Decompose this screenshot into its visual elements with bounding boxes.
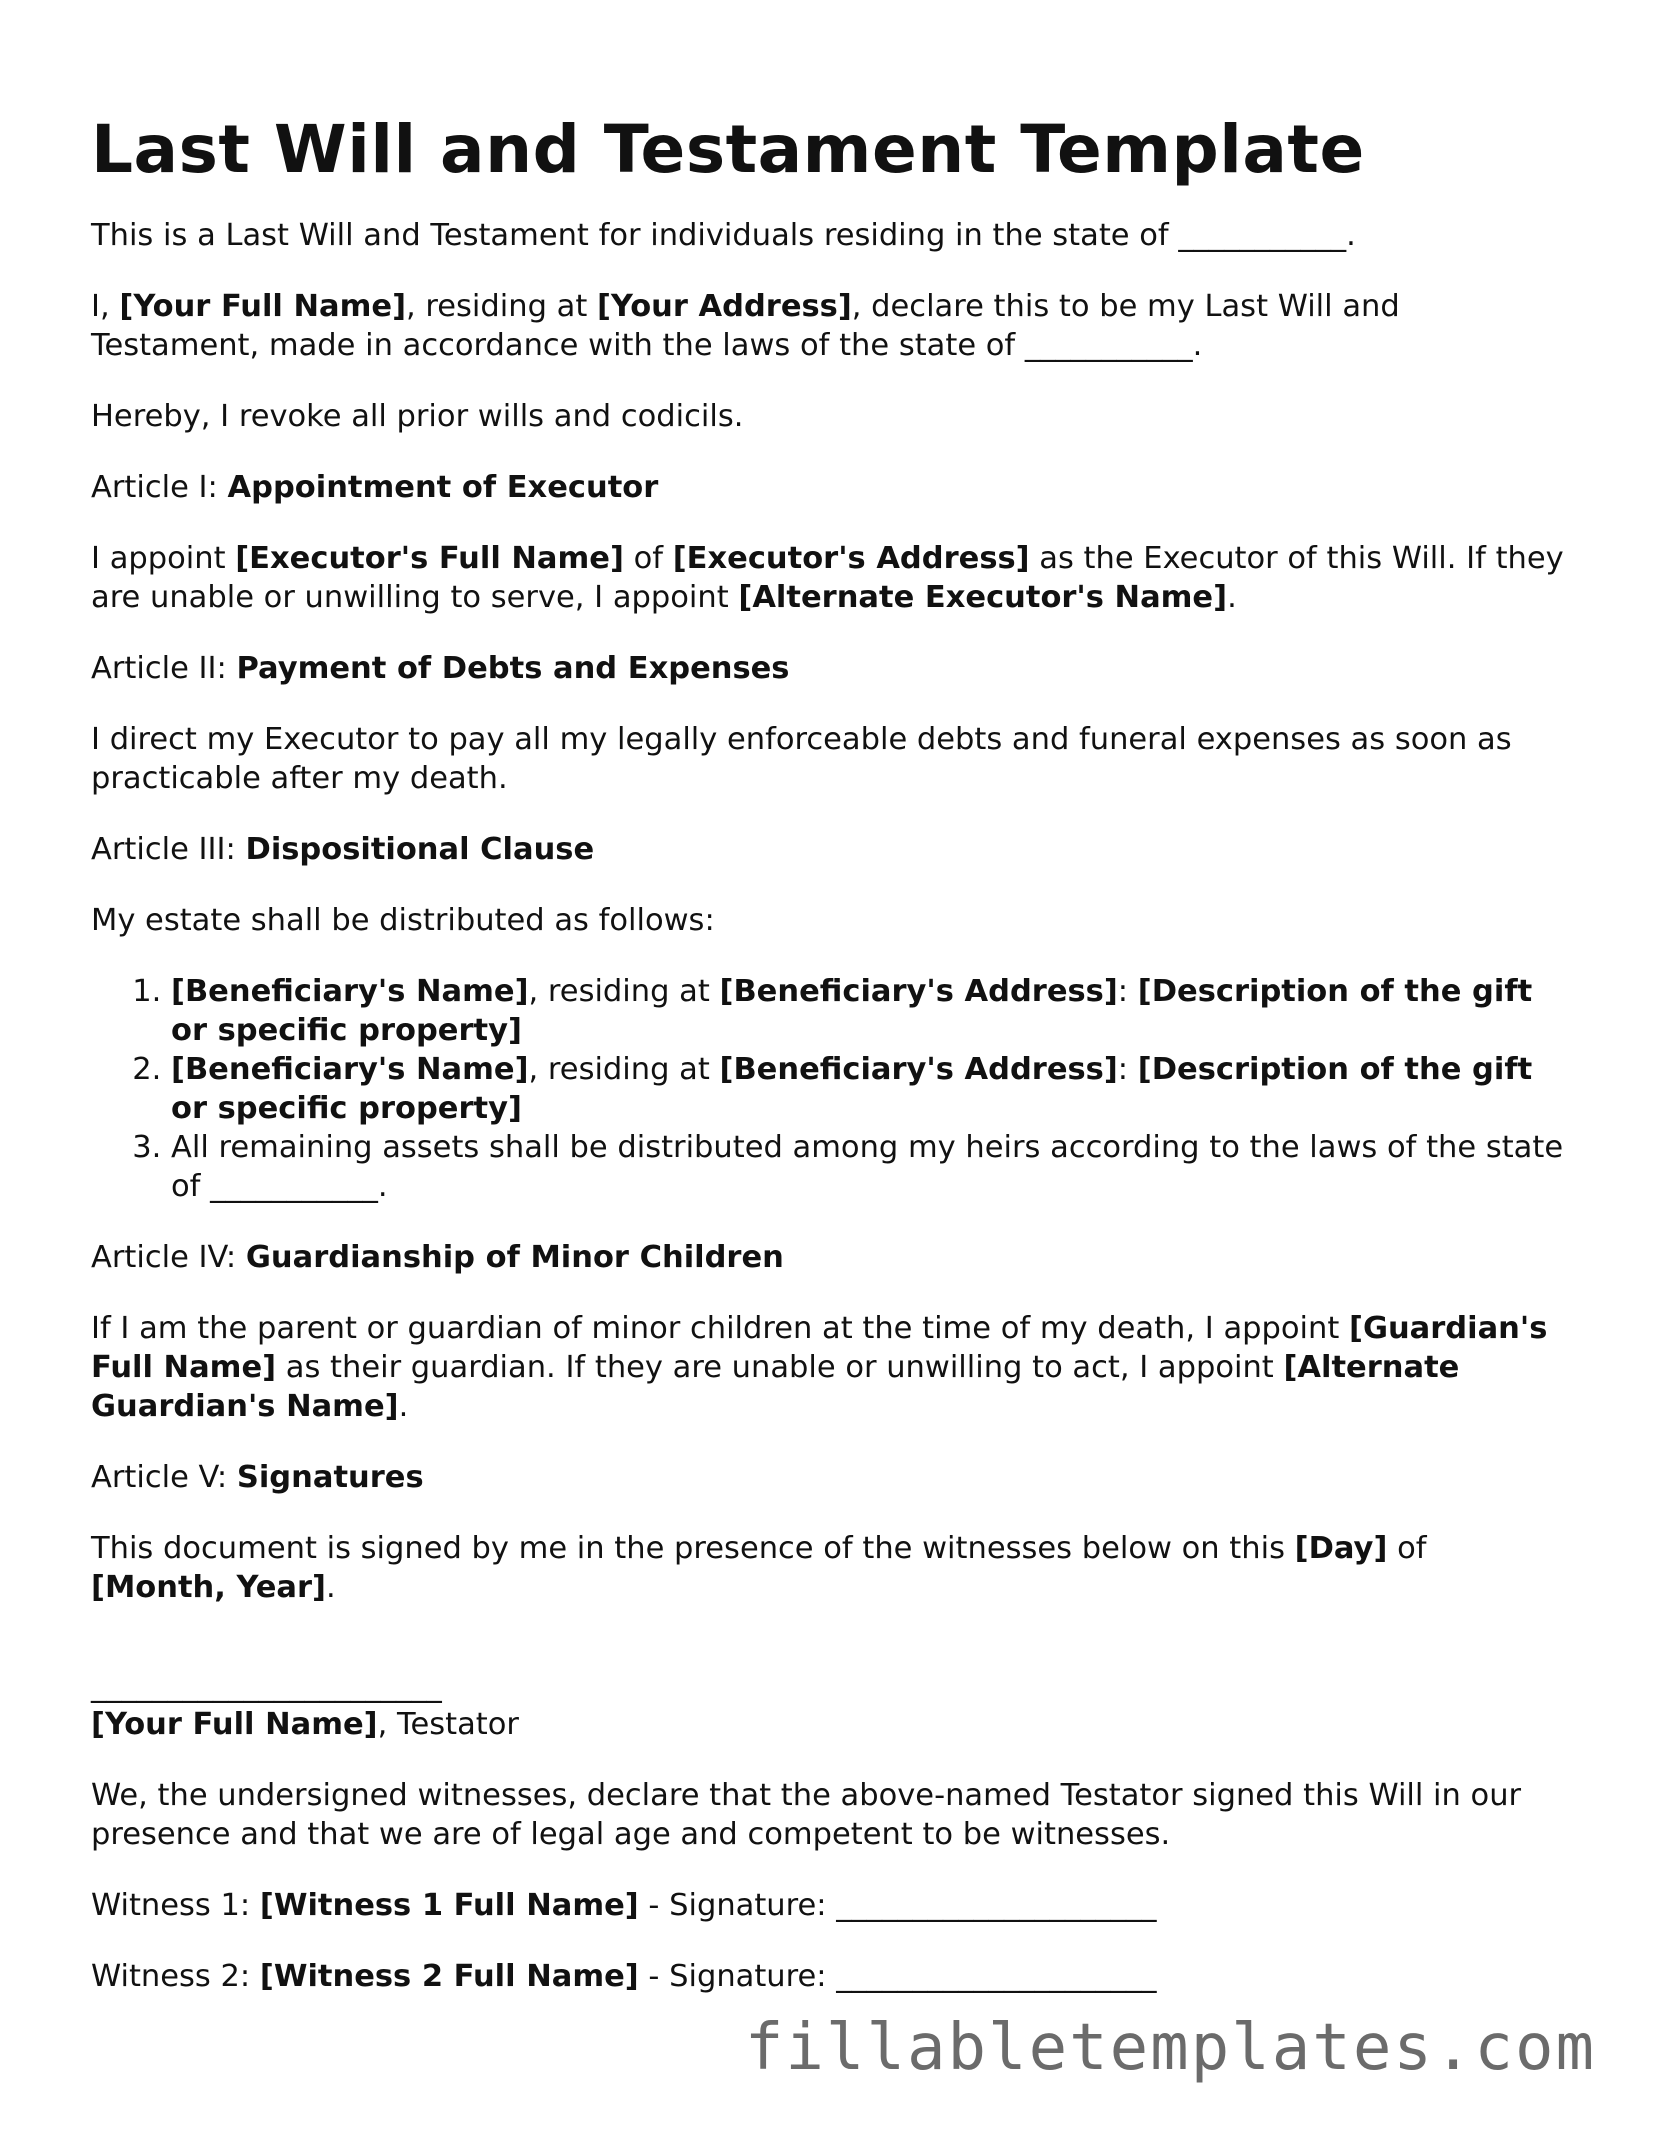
list-item [171, 972, 1571, 1050]
list-item-text: : [1117, 974, 1138, 1009]
article-4-text-3: . [398, 1389, 409, 1424]
declaration-paragraph [91, 287, 1571, 365]
beneficiary-address-field: [Beneficiary's Address] [719, 1052, 1118, 1087]
article-4-prefix: Article IV: [91, 1240, 246, 1275]
article-3-intro: My estate shall be distributed as follows: [91, 903, 715, 938]
beneficiary-name-field: [Beneficiary's Name] [171, 1052, 529, 1087]
gift-description-field: [Description of the gift or specific property] [171, 1052, 1533, 1126]
witness-declaration: We, the undersigned witnesses, declare that the above-named Testator signed this Will in our presence and that we are of legal age and competent to be witnesses. [91, 1778, 1522, 1852]
testator-name-field: [Your Full Name] [119, 289, 407, 324]
article-4-body [91, 1309, 1571, 1426]
article-5-text-2: of [1387, 1531, 1427, 1566]
testator-signature-name-field: [Your Full Name] [91, 1707, 378, 1742]
article-5-body [91, 1529, 1571, 1607]
alternate-guardian-field: [Alternate Guardian's Name] [91, 1350, 1460, 1424]
article-1-title: Appointment of Executor [227, 470, 659, 505]
gift-description-field: [Description of the gift or specific property] [171, 974, 1533, 1048]
document-page [91, 110, 1571, 2028]
beneficiary-address-field: [Beneficiary's Address] [719, 974, 1118, 1009]
executor-address-field: [Executor's Address] [672, 541, 1030, 576]
guardian-name-field: [Guardian's Full Name] [91, 1311, 1548, 1385]
article-1-body [91, 539, 1571, 617]
article-2-body: I direct my Executor to pay all my legally enforceable debts and funeral expenses as soon as practicable after my death. [91, 722, 1512, 796]
witness-2-label: Witness 2: [91, 1959, 260, 1994]
article-5-text-3: . [326, 1570, 336, 1605]
article-4-title: Guardianship of Minor Children [245, 1240, 784, 1275]
month-year-field: [Month, Year] [91, 1570, 326, 1605]
article-2-prefix: Article II: [91, 651, 237, 686]
list-item-text: , residing at [528, 974, 720, 1009]
beneficiary-name-field: [Beneficiary's Name] [171, 974, 529, 1009]
article-4-heading [91, 1238, 1571, 1277]
article-3-heading [91, 830, 1571, 869]
list-item-text: , residing at [528, 1052, 720, 1087]
article-1-prefix: Article I: [91, 470, 228, 505]
witness-1-signature-line: _____________________ [836, 1888, 1157, 1923]
witness-1-label: Witness 1: [91, 1888, 260, 1923]
article-5-heading [91, 1458, 1571, 1497]
declaration-text-2: , residing at [406, 289, 597, 324]
article-5-prefix: Article V: [91, 1460, 237, 1495]
article-2-title: Payment of Debts and Expenses [236, 651, 790, 686]
testator-caption [91, 1705, 1571, 1744]
declaration-text-1: I, [91, 289, 120, 324]
article-1-text-4: . [1227, 580, 1237, 615]
witness-2-signature-label: - Signature: [638, 1959, 837, 1994]
article-1-text-3: as the Executor of this Will. If they are unable or unwilling to serve, I appoint [91, 541, 1564, 615]
testator-signature-line: _______________________ [91, 1669, 442, 1704]
article-1-text-2: of [623, 541, 673, 576]
watermark-text: fillabletemplates.com [744, 2011, 1596, 2085]
document-title: Last Will and Testament Template [91, 111, 1365, 188]
article-4-text-2: as their guardian. If they are unable or unwilling to act, I appoint [276, 1350, 1284, 1385]
article-3-prefix: Article III: [91, 832, 246, 867]
article-2-heading [91, 649, 1571, 688]
distribution-list [91, 972, 1571, 1206]
testator-role: , Testator [377, 1707, 519, 1742]
witness-2-row [91, 1957, 1571, 1996]
witness-1-signature-label: - Signature: [638, 1888, 837, 1923]
revocation-paragraph: Hereby, I revoke all prior wills and codicils. [91, 399, 744, 434]
article-4-text-1: If I am the parent or guardian of minor children at the time of my death, I appoint [91, 1311, 1349, 1346]
list-item-text: : [1117, 1052, 1138, 1087]
intro-paragraph: This is a Last Will and Testament for individuals residing in the state of ___________. [91, 218, 1356, 253]
article-1-text-1: I appoint [91, 541, 236, 576]
testator-address-field: [Your Address] [596, 289, 852, 324]
witness-2-name-field: [Witness 2 Full Name] [259, 1959, 639, 1994]
list-item: 3. All remaining assets shall be distributed among my heirs according to the laws of the state of ___________. [171, 1128, 1571, 1206]
article-5-title: Signatures [236, 1460, 424, 1495]
article-3-title: Dispositional Clause [245, 832, 595, 867]
article-5-text-1: This document is signed by me in the presence of the witnesses below on this [91, 1531, 1295, 1566]
witness-1-name-field: [Witness 1 Full Name] [259, 1888, 639, 1923]
day-field: [Day] [1294, 1531, 1388, 1566]
alternate-executor-field: [Alternate Executor's Name] [738, 580, 1228, 615]
witness-2-signature-line: _____________________ [836, 1959, 1157, 1994]
witness-1-row [91, 1886, 1571, 1925]
article-1-heading [91, 468, 1571, 507]
declaration-text-3: , declare this to be my Last Will and Testament, made in accordance with the laws of the state of ___________. [91, 289, 1400, 363]
executor-name-field: [Executor's Full Name] [235, 541, 624, 576]
list-item [171, 1050, 1571, 1128]
